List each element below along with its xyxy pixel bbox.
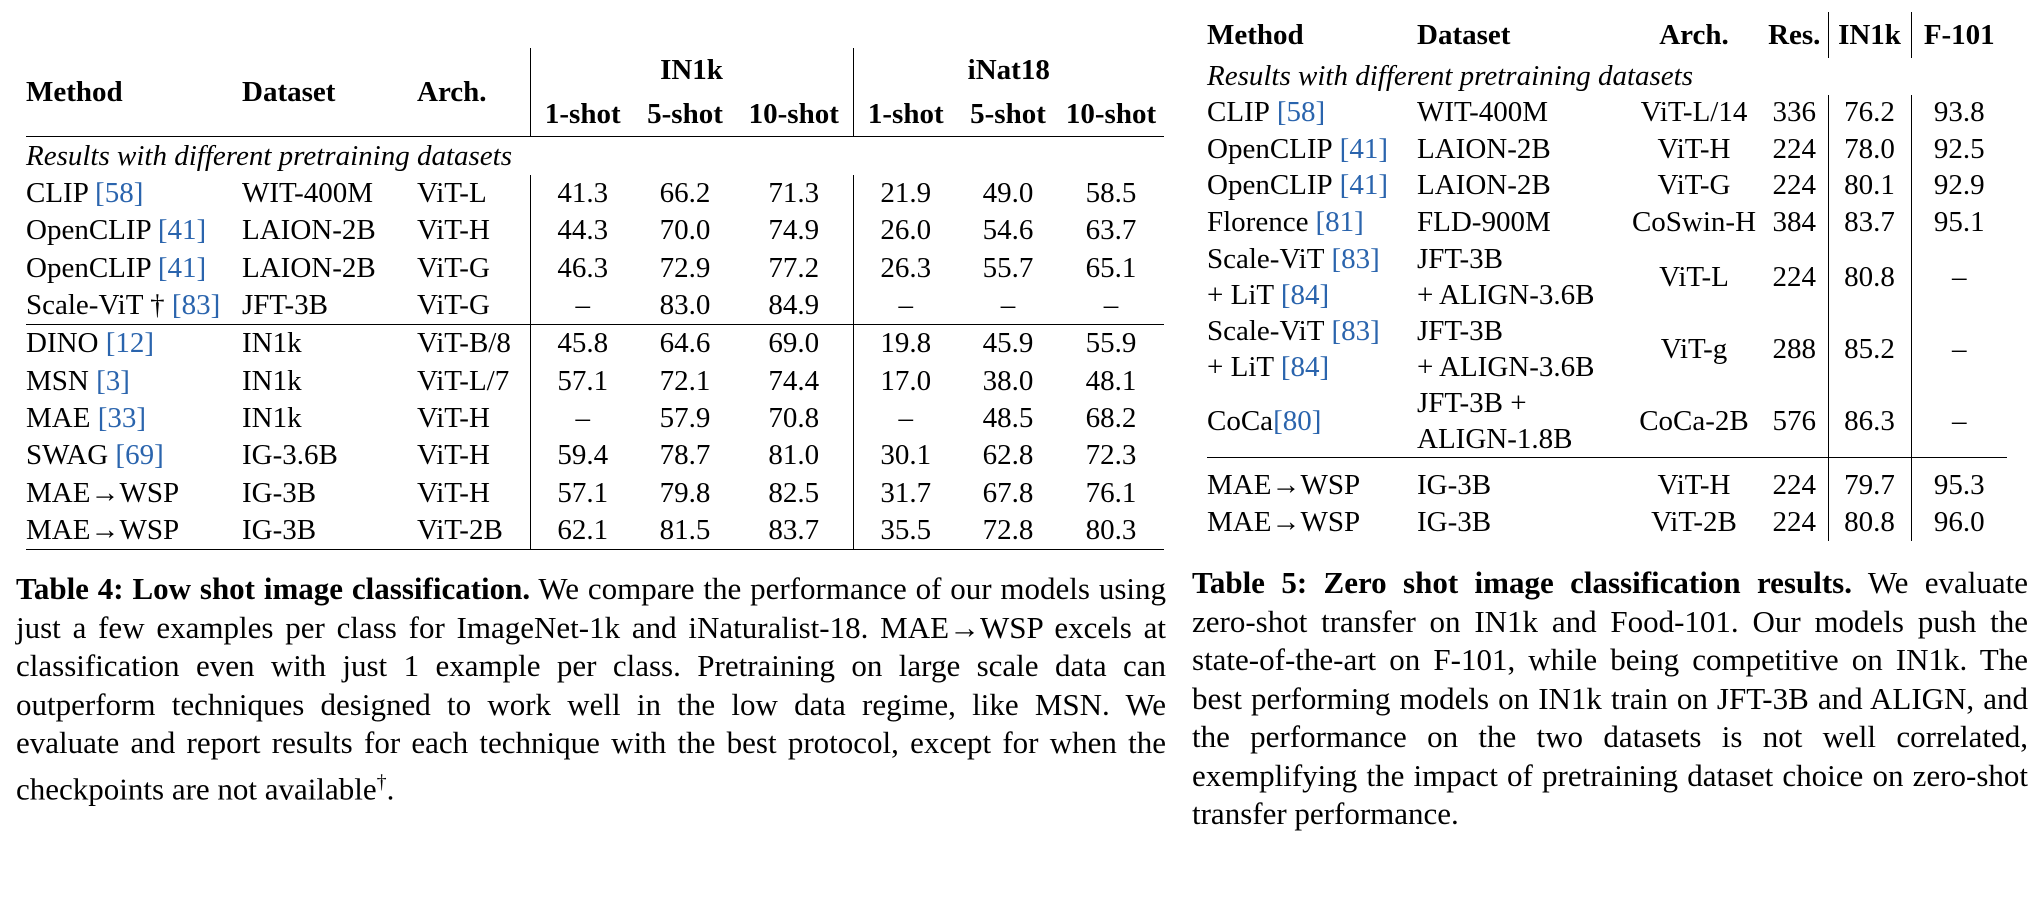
cell-method: OpenCLIP [41]: [26, 251, 207, 284]
citation[interactable]: [80]: [1273, 404, 1322, 437]
cell-value: –: [853, 400, 958, 437]
cell-arch: ViT-L: [1659, 260, 1729, 293]
cell-method: OpenCLIP [41]: [26, 214, 207, 247]
cell-value: 79.8: [659, 476, 711, 509]
table-5-zero-shot: [1207, 12, 2007, 541]
cell-f101: –: [1911, 385, 2007, 458]
header-dataset: Dataset: [242, 75, 336, 108]
cell-arch: ViT-2B: [417, 513, 503, 546]
cell-value: –: [1000, 289, 1016, 322]
cell-value: 69.0: [768, 327, 820, 360]
cell-value: 48.5: [982, 401, 1034, 434]
cell-res: 224: [1772, 469, 1816, 502]
citation[interactable]: [41]: [1339, 169, 1388, 202]
cell-in1k: 80.8: [1828, 504, 1911, 541]
cell-f101: 92.5: [1911, 131, 2007, 168]
cell-value: 38.0: [982, 364, 1034, 397]
cell-value: 54.6: [982, 214, 1034, 247]
cell-dataset: IG-3B: [1417, 469, 1492, 502]
header-group-inat18: iNat18: [853, 48, 1164, 92]
cell-method: DINO [12]: [26, 327, 155, 360]
table-5-caption: [1192, 564, 2028, 834]
cell-value: 59.4: [530, 437, 635, 474]
cell-value: 72.9: [659, 251, 711, 284]
cell-method: MAE [33]: [26, 401, 147, 434]
cell-method: OpenCLIP [41]: [1207, 132, 1388, 165]
table-row: [26, 474, 1164, 511]
header-shot: 1-shot: [530, 92, 635, 137]
cell-value: 31.7: [853, 474, 958, 511]
header-arch: Arch.: [417, 75, 487, 108]
cell-in1k: 80.8: [1828, 241, 1911, 313]
cell-method: Scale-ViT [83] + LiT [84]: [1207, 242, 1380, 311]
cell-method: CoCa[80]: [1207, 404, 1322, 437]
cell-arch: ViT-G: [1657, 169, 1731, 202]
cell-f101: 96.0: [1911, 504, 2007, 541]
cell-value: 62.1: [530, 512, 635, 550]
cell-method: MAE→WSP: [26, 513, 180, 546]
citation[interactable]: [58]: [1276, 96, 1326, 129]
caption-title: Table 5: Zero shot image classification results.: [1192, 565, 1852, 600]
cell-value: 83.7: [768, 513, 820, 546]
cell-value: 19.8: [853, 325, 958, 363]
table-row: [26, 362, 1164, 399]
cell-arch: ViT-H: [417, 214, 490, 247]
cell-arch: CoSwin-H: [1631, 205, 1757, 238]
citation[interactable]: [33]: [97, 401, 147, 434]
cell-dataset: FLD-900M: [1417, 205, 1551, 238]
cell-value: 45.9: [982, 327, 1034, 360]
cell-res: 224: [1772, 505, 1816, 538]
header-method: Method: [1207, 18, 1304, 51]
citation[interactable]: [41]: [1339, 132, 1388, 165]
dagger-mark: †: [376, 770, 387, 793]
cell-value: 81.0: [768, 439, 820, 472]
cell-dataset: LAION-2B: [1417, 132, 1551, 165]
cell-dataset: LAION-2B: [242, 251, 376, 284]
header-shot: 5-shot: [647, 97, 723, 130]
cell-dataset: JFT-3B + ALIGN-3.6B: [1417, 242, 1595, 311]
cell-value: 45.8: [530, 325, 635, 363]
table-row: [1207, 504, 2007, 541]
cell-f101: –: [1911, 241, 2007, 313]
cell-in1k: 85.2: [1828, 313, 1911, 385]
caption-body: We evaluate zero-shot transfer on IN1k and Food-101. Our models push the state-of-the-art on F-101, while being competitive on IN1k. The best performing models on IN1k train on JFT-3B and ALIGN, and the performance on the two datasets is not well correlated, exemplifying the impact of pretraining dataset choice on zero-shot transfer performance.: [1192, 565, 2028, 831]
cell-method: MAE→WSP: [1207, 469, 1361, 502]
citation[interactable]: [84]: [1280, 350, 1330, 383]
cell-value: 72.1: [659, 364, 711, 397]
cell-arch: ViT-L: [417, 177, 487, 210]
t4-top-rule: [26, 136, 1164, 137]
citation[interactable]: [58]: [95, 177, 144, 210]
cell-in1k: 86.3: [1828, 385, 1911, 458]
table-row: [1207, 385, 2007, 458]
cell-value: 46.3: [530, 250, 635, 287]
cell-in1k: 79.7: [1828, 457, 1911, 504]
citation[interactable]: [83]: [171, 289, 221, 322]
citation[interactable]: [41]: [157, 214, 207, 247]
cell-f101: 95.3: [1911, 457, 2007, 504]
cell-dataset: IG-3B: [242, 476, 317, 509]
header-shot: 1-shot: [853, 92, 958, 137]
cell-method: MSN [3]: [26, 364, 130, 397]
cell-value: 48.1: [1085, 364, 1137, 397]
cell-res: 576: [1772, 404, 1816, 437]
section-label: Results with different pretraining datasets: [26, 139, 513, 172]
table-row: [1207, 313, 2007, 385]
cell-dataset: IN1k: [242, 401, 302, 434]
cell-value: 76.1: [1085, 476, 1137, 509]
citation[interactable]: [83]: [1331, 242, 1380, 275]
cell-arch: ViT-G: [417, 251, 490, 284]
cell-value: 83.0: [659, 289, 711, 322]
table-row: [26, 400, 1164, 437]
cell-method: Scale-ViT [83] + LiT [84]: [1207, 314, 1380, 383]
cell-arch: ViT-H: [1657, 469, 1731, 502]
cell-value: 17.0: [853, 362, 958, 399]
cell-value: 64.6: [659, 327, 711, 360]
cell-value: –: [530, 287, 635, 325]
caption-title: Table 4: Low shot image classification.: [16, 571, 531, 606]
cell-method: Florence [81]: [1207, 205, 1364, 238]
cell-f101: –: [1911, 313, 2007, 385]
cell-value: 57.9: [659, 401, 711, 434]
cell-value: 66.2: [659, 177, 711, 210]
cell-arch: ViT-2B: [1651, 505, 1737, 538]
cell-value: 41.3: [530, 175, 635, 212]
cell-dataset: IG-3B: [1417, 505, 1492, 538]
cell-dataset: IN1k: [242, 364, 302, 397]
cell-value: 70.0: [659, 214, 711, 247]
cell-dataset: IG-3B: [242, 513, 317, 546]
cell-dataset: WIT-400M: [242, 177, 374, 210]
table-row: [26, 325, 1164, 363]
cell-in1k: 76.2: [1828, 95, 1911, 132]
cell-value: 84.9: [768, 289, 820, 322]
table-row: [1207, 131, 2007, 168]
header-in1k: IN1k: [1828, 12, 1911, 58]
cell-value: –: [1103, 289, 1119, 322]
cell-arch: ViT-H: [1657, 132, 1731, 165]
table-4-low-shot: [26, 48, 1164, 550]
citation[interactable]: [84]: [1280, 278, 1330, 311]
table-row: [26, 437, 1164, 474]
citation[interactable]: [41]: [157, 251, 207, 284]
citation[interactable]: [3]: [96, 364, 130, 397]
cell-dataset: JFT-3B: [242, 289, 328, 322]
cell-res: 224: [1772, 169, 1816, 202]
citation[interactable]: [69]: [115, 439, 164, 472]
cell-in1k: 80.1: [1828, 168, 1911, 205]
header-method: Method: [26, 75, 123, 108]
cell-value: 74.9: [768, 214, 820, 247]
header-arch: Arch.: [1659, 18, 1729, 51]
cell-arch: ViT-H: [417, 401, 490, 434]
cell-arch: ViT-L/14: [1640, 96, 1748, 129]
cell-value: 58.5: [1085, 177, 1137, 210]
table-row: [26, 212, 1164, 249]
cell-method: OpenCLIP [41]: [1207, 169, 1388, 202]
cell-res: 224: [1772, 132, 1816, 165]
cell-dataset: LAION-2B: [242, 214, 376, 247]
cell-value: 35.5: [853, 512, 958, 550]
cell-dataset: JFT-3B + ALIGN-3.6B: [1417, 314, 1595, 383]
cell-method: CLIP [58]: [26, 177, 144, 210]
table-row: [1207, 95, 2007, 132]
cell-arch: ViT-B/8: [417, 327, 511, 360]
cell-value: 78.7: [659, 439, 711, 472]
cell-value: 62.8: [982, 439, 1034, 472]
cell-value: 44.3: [530, 212, 635, 249]
table-row: [1207, 168, 2007, 205]
header-f101: F-101: [1911, 12, 2007, 58]
cell-value: 26.3: [853, 250, 958, 287]
cell-value: 30.1: [853, 437, 958, 474]
cell-dataset: WIT-400M: [1417, 96, 1549, 129]
cell-value: 57.1: [530, 474, 635, 511]
citation[interactable]: [83]: [1331, 314, 1380, 347]
table-4-caption: [16, 570, 1166, 808]
cell-method: SWAG [69]: [26, 439, 164, 472]
cell-method: Scale-ViT † [83]: [26, 289, 221, 322]
caption-end: .: [386, 770, 395, 806]
cell-value: 77.2: [768, 251, 820, 284]
cell-value: 26.0: [853, 212, 958, 249]
cell-value: –: [530, 400, 635, 437]
cell-value: 63.7: [1085, 214, 1137, 247]
header-shot: 10-shot: [1065, 97, 1157, 130]
cell-f101: 93.8: [1911, 95, 2007, 132]
cell-dataset: LAION-2B: [1417, 169, 1551, 202]
table-row: [26, 287, 1164, 325]
cell-value: –: [853, 287, 958, 325]
header-dataset: Dataset: [1417, 18, 1511, 51]
cell-dataset: JFT-3B + ALIGN-1.8B: [1417, 386, 1573, 455]
citation[interactable]: [81]: [1315, 205, 1364, 238]
cell-value: 68.2: [1085, 401, 1137, 434]
cell-value: 80.3: [1085, 513, 1137, 546]
caption-body: We compare the performance of our models using just a few examples per class for ImageNet-1k and iNaturalist-18. MAE→WSP excels at classification even with just 1 example per class. Pretraining on large scale data can outperform techniques designed to work well in the low data regime, like MSN. We evaluate and report results for each technique with the best protocol, except for when the checkpoints are not available: [16, 571, 1166, 806]
header-group-in1k: IN1k: [530, 48, 853, 92]
cell-f101: 92.9: [1911, 168, 2007, 205]
table-row: [26, 512, 1164, 550]
cell-value: 70.8: [768, 401, 820, 434]
header-shot: 10-shot: [748, 97, 839, 130]
citation[interactable]: [12]: [105, 327, 155, 360]
section-label: Results with different pretraining datasets: [1207, 59, 1694, 92]
cell-dataset: IN1k: [242, 327, 302, 360]
cell-f101: 95.1: [1911, 204, 2007, 241]
cell-res: 224: [1772, 260, 1816, 293]
cell-value: 55.7: [982, 251, 1034, 284]
cell-arch: ViT-L/7: [417, 364, 510, 397]
cell-value: 55.9: [1085, 327, 1137, 360]
cell-value: 67.8: [982, 476, 1034, 509]
cell-value: 49.0: [982, 177, 1034, 210]
cell-value: 57.1: [530, 362, 635, 399]
header-shot: 5-shot: [970, 97, 1046, 130]
table-row: [1207, 457, 2007, 504]
table-row: [1207, 204, 2007, 241]
table-row: [1207, 241, 2007, 313]
cell-value: 65.1: [1085, 251, 1137, 284]
cell-value: 81.5: [659, 513, 711, 546]
table-row: [26, 175, 1164, 212]
cell-value: 71.3: [768, 177, 820, 210]
header-res: Res.: [1768, 18, 1821, 51]
cell-dataset: IG-3.6B: [242, 439, 338, 472]
cell-res: 336: [1772, 96, 1816, 129]
cell-method: MAE→WSP: [1207, 505, 1361, 538]
cell-res: 384: [1772, 205, 1816, 238]
cell-value: 72.8: [982, 513, 1034, 546]
cell-value: 72.3: [1085, 439, 1137, 472]
cell-res: 288: [1772, 332, 1816, 365]
cell-value: 74.4: [768, 364, 820, 397]
cell-arch: ViT-H: [417, 439, 490, 472]
cell-arch: ViT-g: [1660, 332, 1728, 365]
cell-in1k: 83.7: [1828, 204, 1911, 241]
table-row: [26, 250, 1164, 287]
cell-method: MAE→WSP: [26, 476, 180, 509]
cell-method: CLIP [58]: [1207, 96, 1326, 129]
cell-value: 21.9: [853, 175, 958, 212]
cell-arch: ViT-G: [417, 289, 490, 322]
cell-arch: ViT-H: [417, 476, 490, 509]
cell-arch: CoCa-2B: [1639, 404, 1749, 437]
cell-in1k: 78.0: [1828, 131, 1911, 168]
cell-value: 82.5: [768, 476, 820, 509]
